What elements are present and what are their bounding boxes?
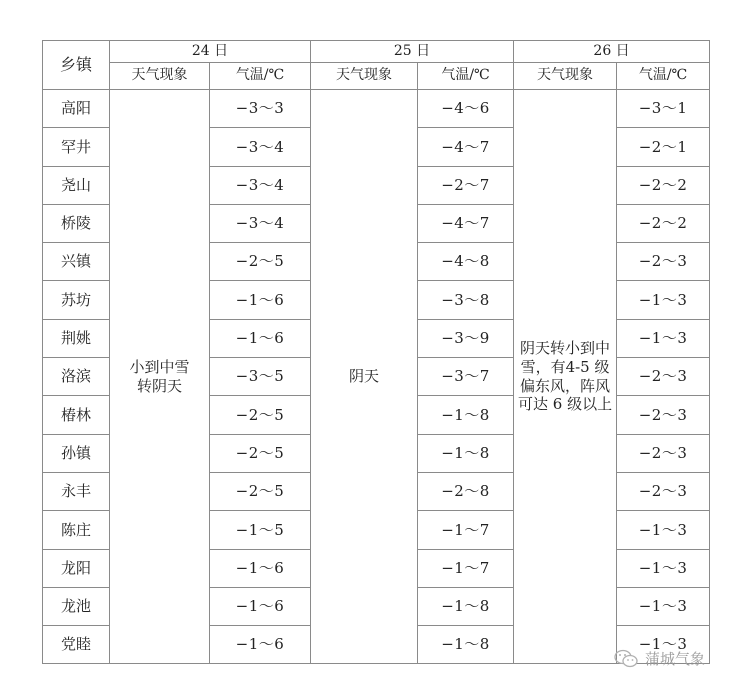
temp-day-24: −3～4: [210, 204, 311, 242]
header-row-days: [43, 41, 710, 63]
header-day-24: 24 日: [110, 41, 311, 63]
wechat-icon: [613, 649, 641, 669]
temp-day-24: −1～6: [210, 319, 311, 357]
header-town: 乡镇: [43, 41, 110, 90]
header-temp-25: 气温/℃: [418, 63, 514, 90]
town-name: 党睦: [43, 626, 110, 664]
forecast-table: [42, 40, 710, 664]
town-name: 桥陵: [43, 204, 110, 242]
town-name: 尧山: [43, 166, 110, 204]
header-weather-26: 天气现象: [514, 63, 617, 90]
table-row: [43, 90, 710, 128]
temp-day-25: −2～7: [418, 166, 514, 204]
temp-day-26: −1～3: [617, 587, 710, 625]
temp-day-25: −3～7: [418, 358, 514, 396]
temp-day-26: −3～1: [617, 90, 710, 128]
temp-day-25: −1～8: [418, 396, 514, 434]
weather-day-26: 阴天转小到中雪，有4-5 级偏东风，阵风可达 6 级以上: [514, 90, 617, 664]
header-temp-24: 气温/℃: [210, 63, 311, 90]
temp-day-24: −3～4: [210, 128, 311, 166]
watermark-text: 蒲城气象: [645, 650, 706, 668]
temp-day-25: −1～8: [418, 626, 514, 664]
temp-day-26: −2～3: [617, 358, 710, 396]
temp-day-24: −2～5: [210, 434, 311, 472]
temp-day-24: −3～5: [210, 358, 311, 396]
temp-day-25: −3～8: [418, 281, 514, 319]
town-name: 龙池: [43, 587, 110, 625]
temp-day-26: −1～3: [617, 281, 710, 319]
temp-day-24: −2～5: [210, 472, 311, 510]
temp-day-26: −1～3: [617, 549, 710, 587]
temp-day-26: −2～2: [617, 166, 710, 204]
temp-day-26: −2～3: [617, 396, 710, 434]
table-body: [43, 90, 710, 664]
temp-day-25: −4～7: [418, 204, 514, 242]
town-name: 兴镇: [43, 243, 110, 281]
temp-day-24: −2～5: [210, 243, 311, 281]
temp-day-25: −3～9: [418, 319, 514, 357]
town-name: 孙镇: [43, 434, 110, 472]
temp-day-26: −2～3: [617, 472, 710, 510]
temp-day-24: −1～5: [210, 511, 311, 549]
temp-day-25: −4～8: [418, 243, 514, 281]
temp-day-25: −1～8: [418, 434, 514, 472]
town-name: 洛滨: [43, 358, 110, 396]
header-weather-24: 天气现象: [110, 63, 210, 90]
temp-day-26: −1～3: [617, 511, 710, 549]
temp-day-24: −1～6: [210, 549, 311, 587]
temp-day-26: −2～2: [617, 204, 710, 242]
town-name: 陈庄: [43, 511, 110, 549]
watermark: [613, 648, 705, 669]
town-name: 永丰: [43, 472, 110, 510]
town-name: 高阳: [43, 90, 110, 128]
temp-day-24: −2～5: [210, 396, 311, 434]
temp-day-24: −3～4: [210, 166, 311, 204]
town-name: 龙阳: [43, 549, 110, 587]
header-day-25: 25 日: [311, 41, 514, 63]
header-temp-26: 气温/℃: [617, 63, 710, 90]
temp-day-24: −3～3: [210, 90, 311, 128]
weather-day-24-line2: 转阴天: [136, 376, 182, 395]
temp-day-26: −2～1: [617, 128, 710, 166]
temp-day-24: −1～6: [210, 626, 311, 664]
weather-day-24: [110, 90, 210, 664]
header-day-26: 26 日: [514, 41, 710, 63]
temp-day-25: −1～7: [418, 549, 514, 587]
temp-day-25: −1～8: [418, 587, 514, 625]
temp-day-26: −2～3: [617, 434, 710, 472]
temp-day-25: −4～7: [418, 128, 514, 166]
temp-day-25: −4～6: [418, 90, 514, 128]
town-name: 苏坊: [43, 281, 110, 319]
town-name: 荆姚: [43, 319, 110, 357]
temp-day-25: −1～7: [418, 511, 514, 549]
temp-day-26: −1～3: [617, 319, 710, 357]
temp-day-25: −2～8: [418, 472, 514, 510]
town-name: 椿林: [43, 396, 110, 434]
header-weather-25: 天气现象: [311, 63, 418, 90]
temp-day-26: −2～3: [617, 243, 710, 281]
weather-day-25: 阴天: [311, 90, 418, 664]
header-row-fields: [43, 63, 710, 90]
temp-day-24: −1～6: [210, 281, 311, 319]
town-name: 罕井: [43, 128, 110, 166]
temp-day-24: −1～6: [210, 587, 311, 625]
temp-day-26: −1～3: [617, 626, 710, 664]
weather-day-24-line1: 小到中雪: [129, 357, 190, 376]
